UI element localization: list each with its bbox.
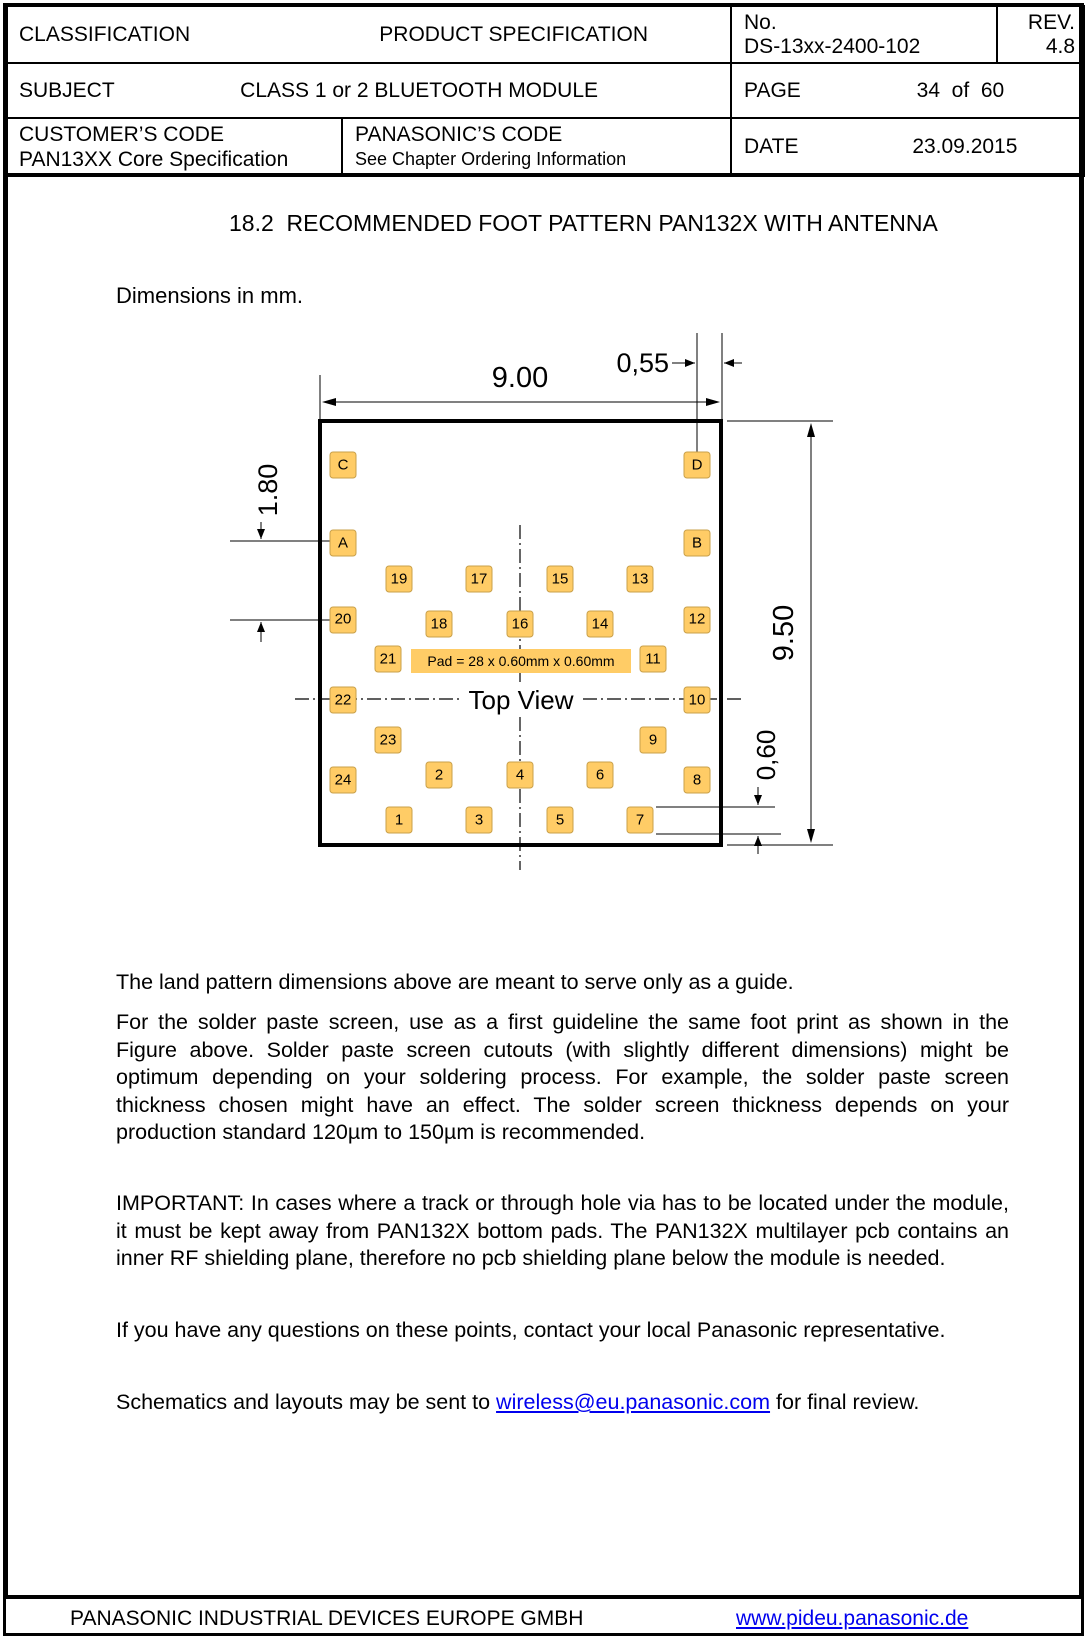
svg-text:21: 21	[379, 650, 397, 668]
svg-text:20: 20	[334, 610, 352, 628]
subject-value: CLASS 1 or 2 BLUETOOTH MODULE	[240, 78, 599, 102]
svg-text:14: 14	[591, 615, 609, 633]
date-value: 23.09.2015	[912, 135, 1018, 158]
pad-20	[330, 607, 356, 633]
svg-text:9: 9	[648, 731, 658, 749]
website-link[interactable]: www.pideu.panasonic.de	[736, 1607, 969, 1630]
svg-text:1: 1	[394, 811, 404, 829]
pad-18	[426, 611, 452, 637]
revision-value: 4.8	[1045, 34, 1076, 58]
svg-text:2: 2	[434, 766, 444, 784]
document-header-table	[5, 5, 1085, 177]
svg-text:B: B	[691, 534, 703, 552]
page-label: PAGE	[744, 78, 801, 102]
svg-text:3: 3	[474, 811, 484, 829]
pad-17	[466, 566, 492, 592]
customer-code-label: CUSTOMER’S CODE	[19, 123, 224, 146]
units-note: Dimensions in mm.	[116, 283, 304, 308]
pad-22	[330, 687, 356, 713]
svg-text:11: 11	[645, 650, 661, 668]
doc-number-cell	[731, 6, 997, 63]
doc-number-label: No.	[744, 10, 777, 34]
pad-A	[330, 530, 356, 556]
panasonic-code-cell	[342, 118, 731, 176]
pad-9	[640, 727, 666, 753]
pad-3	[466, 807, 492, 833]
svg-text:Pad = 28 x 0.60mm x 0.60mm: Pad = 28 x 0.60mm x 0.60mm	[427, 653, 615, 669]
svg-text:10: 10	[688, 691, 706, 709]
panasonic-code-value: See Chapter Ordering Information	[355, 149, 627, 169]
svg-text:8: 8	[692, 771, 702, 789]
page-value: 34 of 60	[916, 78, 1005, 102]
pad-2	[426, 762, 452, 788]
pad-1	[386, 807, 412, 833]
pad-11	[640, 646, 666, 672]
subject-cell	[6, 63, 731, 118]
pad-10	[684, 687, 710, 713]
width-dimension-label: 9.00	[491, 362, 549, 394]
foot-pattern-diagram	[0, 310, 1087, 880]
pad-19	[386, 566, 412, 592]
edge-offset-label: 0,55	[616, 348, 669, 378]
section-title: RECOMMENDED FOOT PATTERN PAN132X WITH ANTENNA	[286, 210, 938, 236]
svg-text:6: 6	[595, 766, 605, 784]
pad-6	[587, 762, 613, 788]
svg-text:17: 17	[470, 570, 488, 588]
height-dimension-label: 9.50	[768, 604, 800, 662]
section-heading	[229, 210, 938, 237]
svg-text:7: 7	[635, 811, 645, 829]
email-link[interactable]: wireless@eu.panasonic.com	[496, 1390, 771, 1414]
pad-7	[627, 807, 653, 833]
paragraph-solder-paste: For the solder paste screen, use as a first guideline the same foot print as shown in the Figure above. Solder paste screen cutouts (with slightly different dimensions) might be optimum depending on your soldering process. For example, the solder paste screen thickness chosen might have an effect. The solder screen thickness depends on your production standard 120µm to 150µm is recommended.	[116, 1010, 1009, 1144]
date-label: DATE	[744, 135, 799, 158]
pad-13	[627, 566, 653, 592]
header-separator	[3, 173, 1084, 177]
pad-note	[411, 649, 631, 673]
classification-value: PRODUCT SPECIFICATION	[379, 22, 649, 46]
paragraph-schematics	[116, 1389, 1009, 1417]
pad-16	[507, 611, 533, 637]
pad-23	[375, 727, 401, 753]
pad-21	[375, 646, 401, 672]
pad-8	[684, 767, 710, 793]
pad-14	[587, 611, 613, 637]
pad-B	[684, 530, 710, 556]
svg-text:5: 5	[555, 811, 565, 829]
customer-code-value: PAN13XX Core Specification	[19, 148, 289, 171]
paragraph-guide: The land pattern dimensions above are meant to serve only as a guide.	[116, 970, 794, 994]
revision-cell	[997, 6, 1084, 63]
date-cell	[731, 118, 1084, 176]
panasonic-code-label: PANASONIC’S CODE	[355, 123, 563, 146]
svg-text:13: 13	[631, 570, 649, 588]
schematics-text-before: Schematics and layouts may be sent to	[116, 1390, 491, 1414]
subject-label: SUBJECT	[19, 78, 115, 102]
svg-text:12: 12	[688, 610, 706, 628]
doc-number-value: DS-13xx-2400-102	[744, 34, 921, 58]
paragraph-questions: If you have any questions on these points, contact your local Panasonic representative.	[116, 1318, 946, 1342]
svg-text:18: 18	[430, 615, 448, 633]
top-offset-label: 1.80	[253, 463, 283, 517]
classification-label: CLASSIFICATION	[19, 22, 191, 46]
page-cell	[731, 63, 1084, 118]
top-view-label: Top View	[468, 685, 574, 715]
svg-text:D: D	[691, 456, 703, 474]
svg-text:15: 15	[551, 570, 569, 588]
page-footer	[3, 1599, 1084, 1636]
revision-label: REV.	[1027, 10, 1076, 34]
classification-cell	[6, 6, 731, 63]
svg-text:19: 19	[390, 570, 408, 588]
schematics-text-after: for final review.	[776, 1390, 920, 1414]
pad-24	[330, 767, 356, 793]
pad-5	[547, 807, 573, 833]
pad-12	[684, 607, 710, 633]
pad-C	[330, 452, 356, 478]
pad-4	[507, 762, 533, 788]
pad-D	[684, 452, 710, 478]
svg-text:C: C	[337, 456, 349, 474]
svg-text:22: 22	[334, 691, 352, 709]
company-name: PANASONIC INDUSTRIAL DEVICES EUROPE GMBH	[70, 1607, 584, 1630]
svg-text:24: 24	[334, 771, 352, 789]
customer-code-cell	[6, 118, 342, 176]
svg-text:23: 23	[379, 731, 397, 749]
section-number: 18.2	[229, 210, 274, 236]
svg-text:A: A	[337, 534, 349, 552]
pad-15	[547, 566, 573, 592]
paragraph-important: IMPORTANT: In cases where a track or through hole via has to be located under the module, it must be kept away from PAN132X bottom pads. The PAN132X multilayer pcb contains an inner RF shielding plane, therefore no pcb shielding plane below the module is needed.	[116, 1191, 1009, 1270]
bottom-offset-label: 0,60	[751, 729, 781, 781]
svg-text:16: 16	[511, 615, 529, 633]
svg-text:4: 4	[515, 766, 525, 784]
